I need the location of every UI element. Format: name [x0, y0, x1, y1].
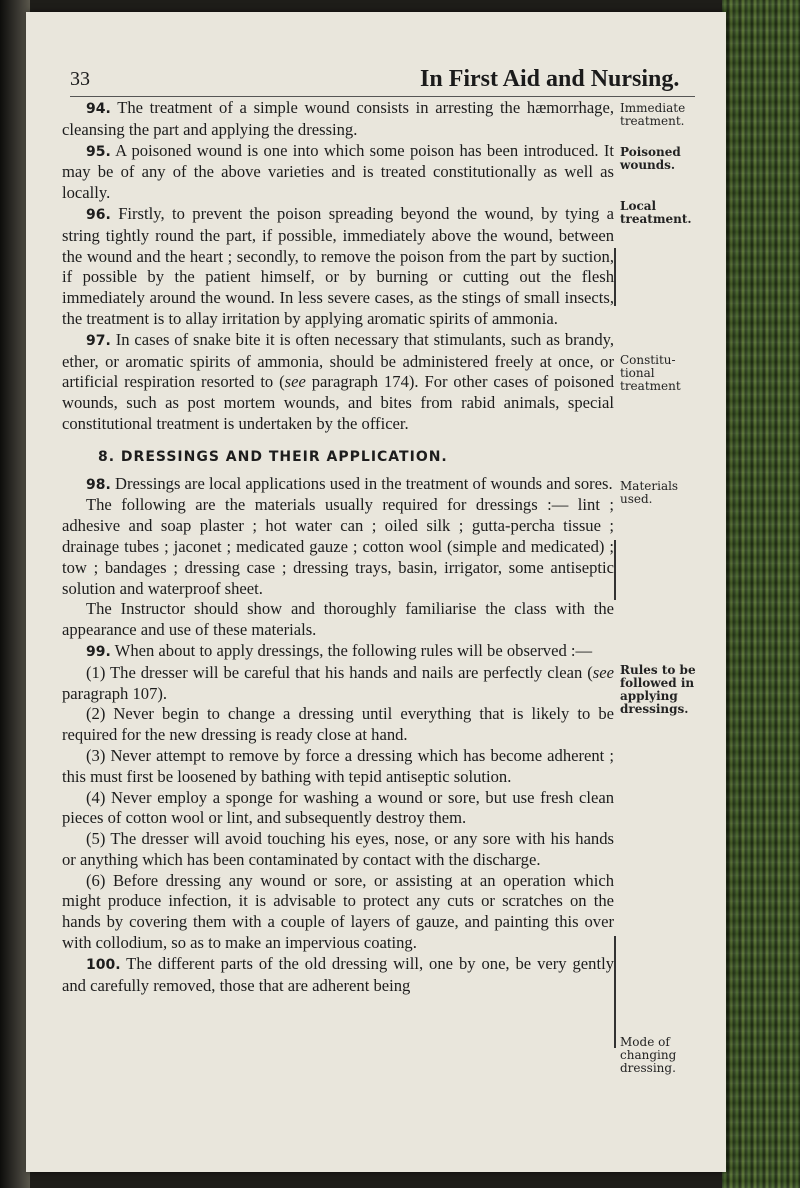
running-title: In First Aid and Nursing.: [420, 66, 680, 92]
rule-4: (4) Never employ a sponge for washing a wound or sore, but use fresh clean pieces of cotton wool or lint, and subsequently destroy them.: [62, 787, 614, 828]
margin-note-rules: Rules to be followed in applying dressings.: [620, 663, 696, 716]
margin-note-materials: Materials used.: [620, 479, 679, 506]
section-heading: 8. DRESSINGS AND THEIR APPLICATION.: [98, 448, 448, 465]
paragraph-94: 94. The treatment of a simple wound consists in arresting the hæmorrhage, cleansing the part and applying the dressing.: [62, 98, 614, 139]
margin-note-mode: Mode of changing dressing.: [620, 1035, 677, 1075]
header-rule: [70, 96, 695, 97]
rule-6: (6) Before dressing any wound or sore, or assisting at an operation which might produce infection, it is advisable to protect any cuts or scratches on the hands by covering them with a couple of layers of gauze, and painting this over with collodium, so as to make an impervious coating.: [62, 870, 614, 953]
rule-2: (2) Never begin to change a dressing until everything that is likely to be required for the new dressing is ready close at hand.: [62, 704, 614, 745]
instructor-paragraph: The Instructor should show and thoroughly familiarise the class with the appearance and use of these materials.: [62, 599, 614, 640]
rule-5: (5) The dresser will avoid touching his eyes, nose, or any sore with his hands or anything which has been contaminated by contact with the discharge.: [62, 829, 614, 869]
margin-bar-1: [614, 248, 616, 306]
paragraph-95: 95. A poisoned wound is one into which some poison has been introduced. It may be of any of the above varieties and is treated constitutionally as well as locally.: [62, 140, 614, 203]
page-number: 33: [70, 68, 90, 90]
paragraph-97: 97. In cases of snake bite it is often necessary that stimulants, such as brandy, ether, or aromatic spirits of ammonia, should be administered freely at once, or artificial respiration resorted to (see paragraph 174). For other cases of poisoned wounds, such as post mortem wounds, and bites from rabid animals, special constitutional treatment is undertaken by the officer.: [62, 329, 614, 433]
body-text: [62, 98, 614, 996]
materials-paragraph: The following are the materials usually required for dressings :— lint ; adhesive and soap plaster ; hot water can ; oiled silk ; gutta-percha tissue ; drainage tubes ; jaconet ; medicated gauze ; cotton wool (simple and medicated) ; tow ; bandages ; dressing case ; dressing trays, basin, irrigator, some antiseptic solution and waterproof sheet.: [62, 495, 614, 598]
paragraph-96: 96. Firstly, to prevent the poison spreading beyond the wound, by tying a string tightly round the part, if possible, immediately above the wound, between the wound and the heart ; secondly, to remove the poison from the part by suction, if possible by the patient himself, or by burning or cutting out the flesh immediately around the wound. In less severe cases, as the stings of small insects, the treatment is to allay irritation by applying aromatic spirits of ammonia.: [62, 203, 614, 328]
paragraph-100: 100. The different parts of the old dressing will, one by one, be very gently and carefully removed, those that are adherent being: [62, 953, 614, 995]
book-binding-edge: [722, 0, 800, 1188]
margin-note-immediate: Immediate treatment.: [620, 101, 686, 128]
margin-bar-2: [614, 540, 616, 600]
margin-note-poisoned: Poisoned wounds.: [620, 145, 681, 172]
margin-note-constitutional: Constitu-tional treatment: [620, 353, 681, 393]
rule-3: (3) Never attempt to remove by force a dressing which has become adherent ; this must first be loosened by bathing with tepid antiseptic solution.: [62, 745, 614, 786]
rule-1: (1) The dresser will be careful that his hands and nails are perfectly clean (see paragraph 107).: [62, 662, 614, 703]
margin-note-local: Local treatment.: [620, 199, 692, 226]
paragraph-99: 99. When about to apply dressings, the following rules will be observed :—: [86, 640, 593, 660]
margin-bar-3: [614, 936, 616, 1048]
paragraph-98: 98. Dressings are local applications used in the treatment of wounds and sores.: [86, 473, 613, 493]
